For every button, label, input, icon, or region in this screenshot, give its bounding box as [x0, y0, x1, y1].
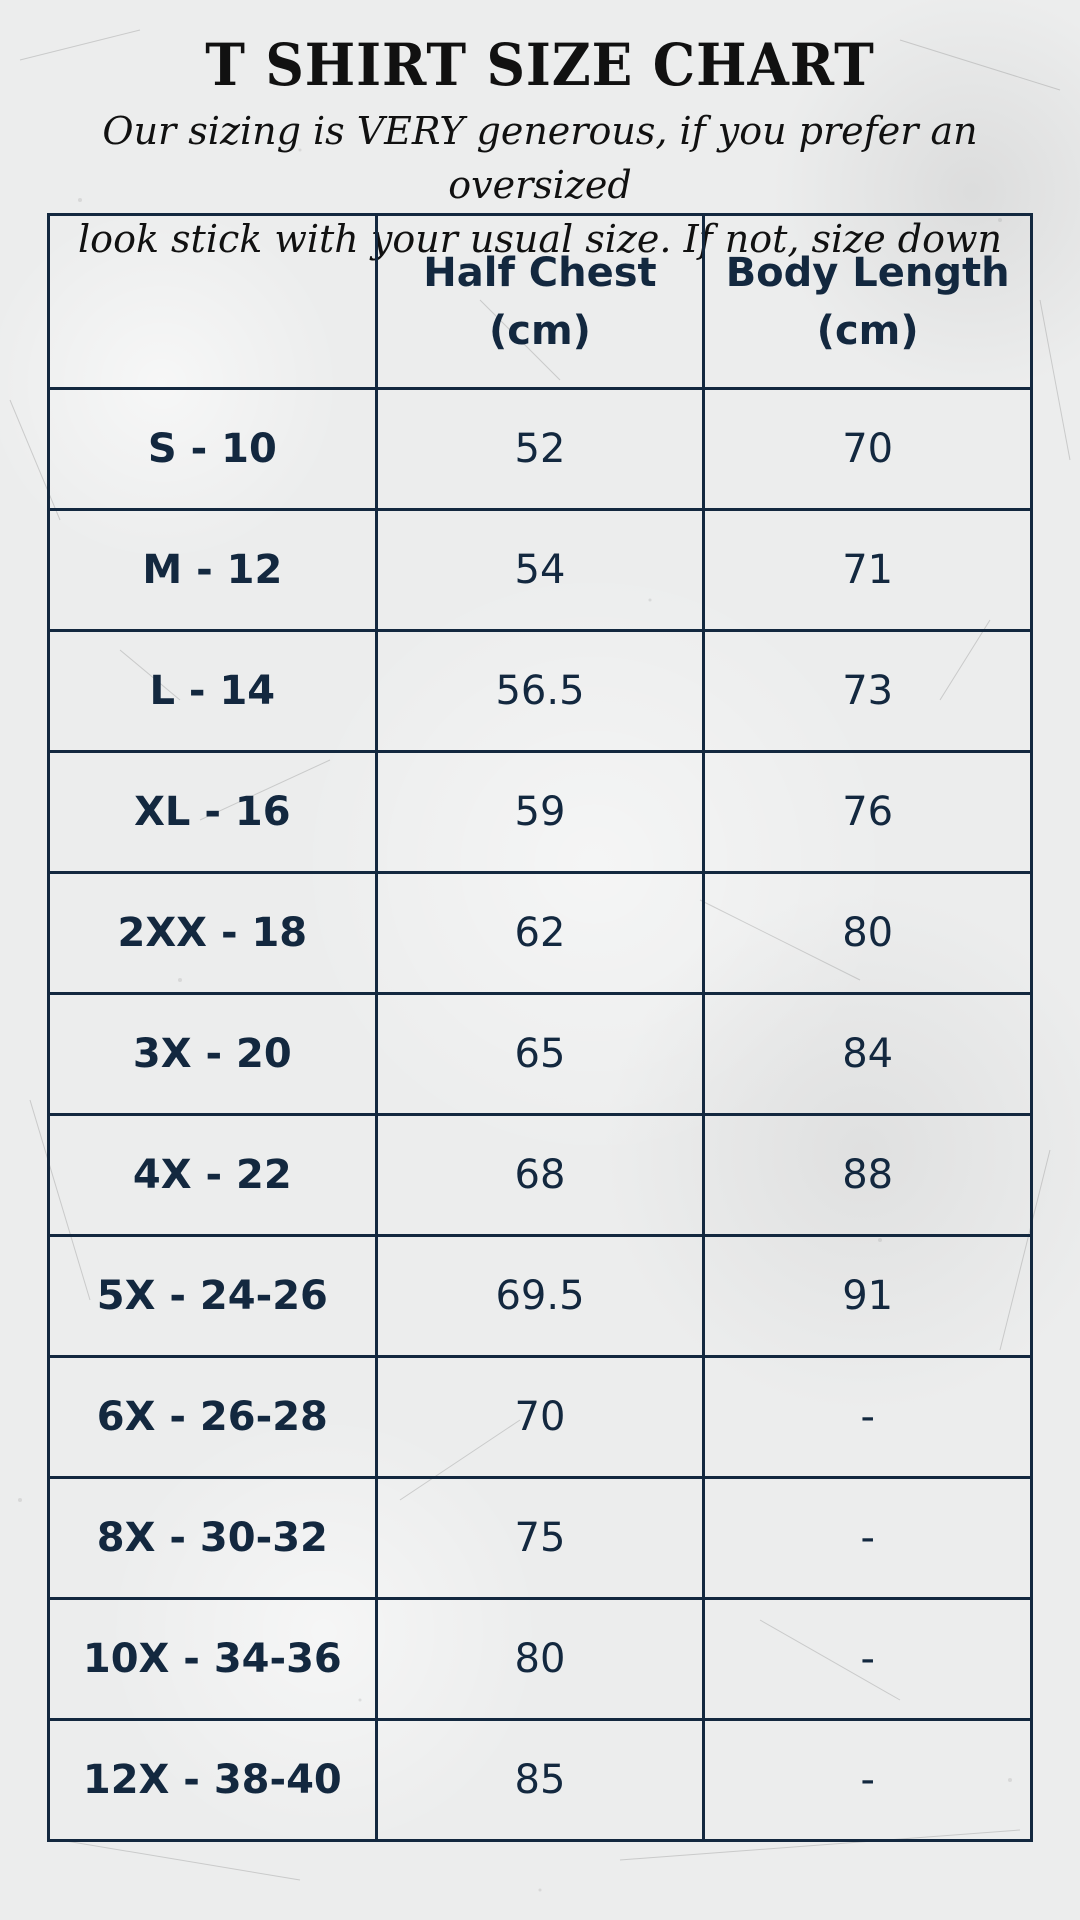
page-title: T SHIRT SIZE CHART: [205, 31, 875, 99]
size-cell: 2XX - 18: [49, 873, 377, 994]
size-cell: 4X - 22: [49, 1115, 377, 1236]
body-length-cell: -: [704, 1720, 1032, 1841]
body-length-cell: -: [704, 1357, 1032, 1478]
body-length-cell: 76: [704, 752, 1032, 873]
size-cell: 6X - 26-28: [49, 1357, 377, 1478]
half-chest-cell: 69.5: [376, 1236, 704, 1357]
table-row: [49, 510, 1032, 631]
half-chest-cell: 80: [376, 1599, 704, 1720]
size-cell: S - 10: [49, 389, 377, 510]
header-body-length-unit: (cm): [816, 307, 919, 354]
body-length-cell: 73: [704, 631, 1032, 752]
size-chart-table: [47, 213, 1033, 1842]
sizing-note-line-1: Our sizing is VERY generous, if you prefer an oversized: [102, 109, 978, 207]
header-half-chest: [376, 215, 704, 389]
half-chest-cell: 65: [376, 994, 704, 1115]
body-length-cell: -: [704, 1478, 1032, 1599]
half-chest-cell: 62: [376, 873, 704, 994]
header-half-chest-unit: (cm): [489, 307, 591, 354]
size-cell: 3X - 20: [49, 994, 377, 1115]
half-chest-cell: 70: [376, 1357, 704, 1478]
sizing-note-line-2: look stick with your usual size. If not, size down: [78, 217, 1002, 261]
half-chest-cell: 68: [376, 1115, 704, 1236]
table-row: [49, 994, 1032, 1115]
table-row: [49, 1478, 1032, 1599]
body-length-cell: 80: [704, 873, 1032, 994]
table-header-row: [49, 215, 1032, 389]
body-length-cell: 88: [704, 1115, 1032, 1236]
table-row: [49, 631, 1032, 752]
header-body-length: [704, 215, 1032, 389]
half-chest-cell: 75: [376, 1478, 704, 1599]
table-row: [49, 1236, 1032, 1357]
table-row: [49, 1720, 1032, 1841]
half-chest-cell: 85: [376, 1720, 704, 1841]
half-chest-cell: 59: [376, 752, 704, 873]
half-chest-cell: 56.5: [376, 631, 704, 752]
body-length-cell: 70: [704, 389, 1032, 510]
body-length-cell: 84: [704, 994, 1032, 1115]
half-chest-cell: 52: [376, 389, 704, 510]
header-body-length-label: Body Length: [725, 249, 1010, 296]
table-row: [49, 752, 1032, 873]
size-cell: M - 12: [49, 510, 377, 631]
size-cell: XL - 16: [49, 752, 377, 873]
size-cell: 5X - 24-26: [49, 1236, 377, 1357]
table-row: [49, 873, 1032, 994]
body-length-cell: 91: [704, 1236, 1032, 1357]
table-row: [49, 1357, 1032, 1478]
header-corner-cell: [49, 215, 377, 389]
size-cell: L - 14: [49, 631, 377, 752]
body-length-cell: 71: [704, 510, 1032, 631]
table-row: [49, 1599, 1032, 1720]
size-cell: 12X - 38-40: [49, 1720, 377, 1841]
table-row: [49, 1115, 1032, 1236]
header-half-chest-label: Half Chest: [423, 249, 657, 296]
body-length-cell: -: [704, 1599, 1032, 1720]
size-cell: 10X - 34-36: [49, 1599, 377, 1720]
half-chest-cell: 54: [376, 510, 704, 631]
size-cell: 8X - 30-32: [49, 1478, 377, 1599]
table-row: [49, 389, 1032, 510]
